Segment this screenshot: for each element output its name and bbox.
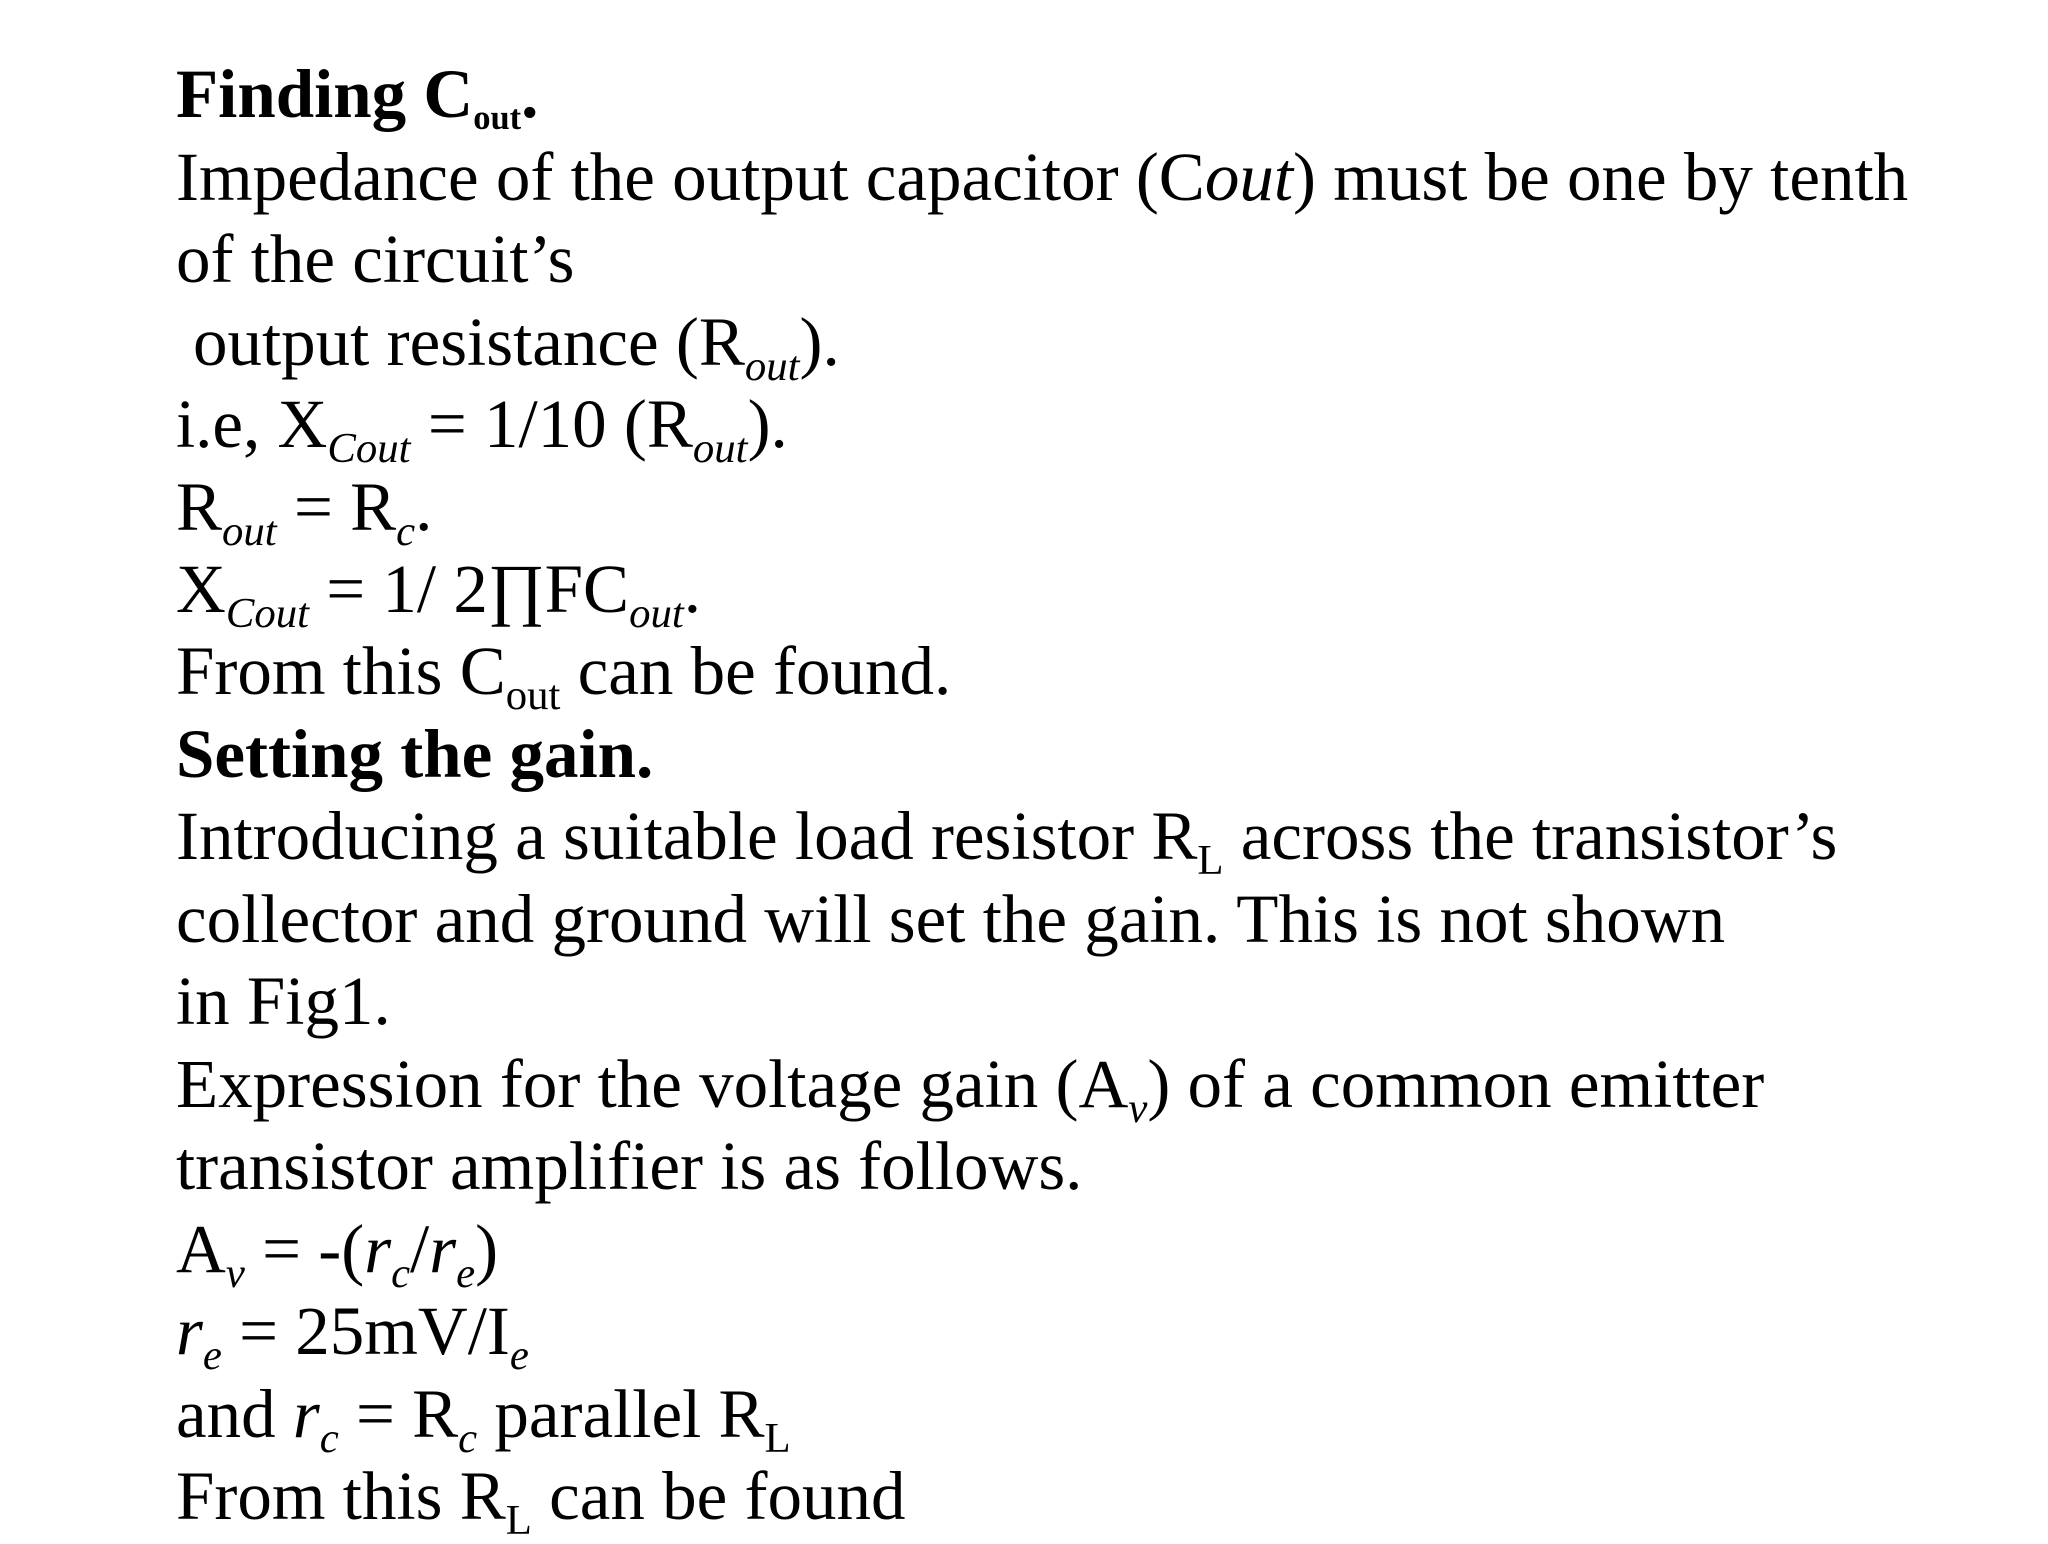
equation-voltage-gain: $A_v = -(r_c/r_e)$: [176, 1211, 499, 1297]
line-rl-found: From this $R_L$ can be found: [176, 1458, 906, 1544]
equation-xcout-ratio: i.e, $X_{Cout} = 1/10$ $(R_{out})$.: [176, 386, 788, 472]
para-expression-line-1: Expression for the voltage gain $(A_v)$ of a common emitter: [176, 1046, 1765, 1132]
para-gain-line-1: Introducing a suitable load resistor $R_L$ across the transistor’s: [176, 798, 1838, 884]
heading-setting-gain: Setting the gain.: [176, 716, 654, 792]
heading-finding-cout: Finding Cout.: [176, 56, 539, 138]
equation-re: $r_e = 25mV/I_e$: [176, 1293, 529, 1379]
para-expression-line-2: transistor amplifier is as follows.: [176, 1128, 1083, 1204]
para-cout-line-1: Impedance of the output capacitor (Cout) must be one by tenth: [176, 139, 1909, 215]
para-cout-line-2: of the circuit’s: [176, 221, 575, 297]
para-gain-line-2: collector and ground will set the gain. This is not shown: [176, 881, 1726, 957]
line-cout-found: From this $C_{out}$ can be found.: [176, 633, 952, 719]
para-cout-line-3: output resistance $(R_{out})$.: [193, 304, 840, 390]
equation-xcout-formula: $X_{Cout} = 1/$ $2\prod FC_{out}$.: [176, 551, 701, 637]
para-gain-line-3: in Fig1.: [176, 963, 391, 1039]
equation-rc: and $r_c = R_c$ parallel $R_L$: [176, 1376, 791, 1462]
equation-rout: $R_{out} = R_c$.: [176, 469, 433, 555]
